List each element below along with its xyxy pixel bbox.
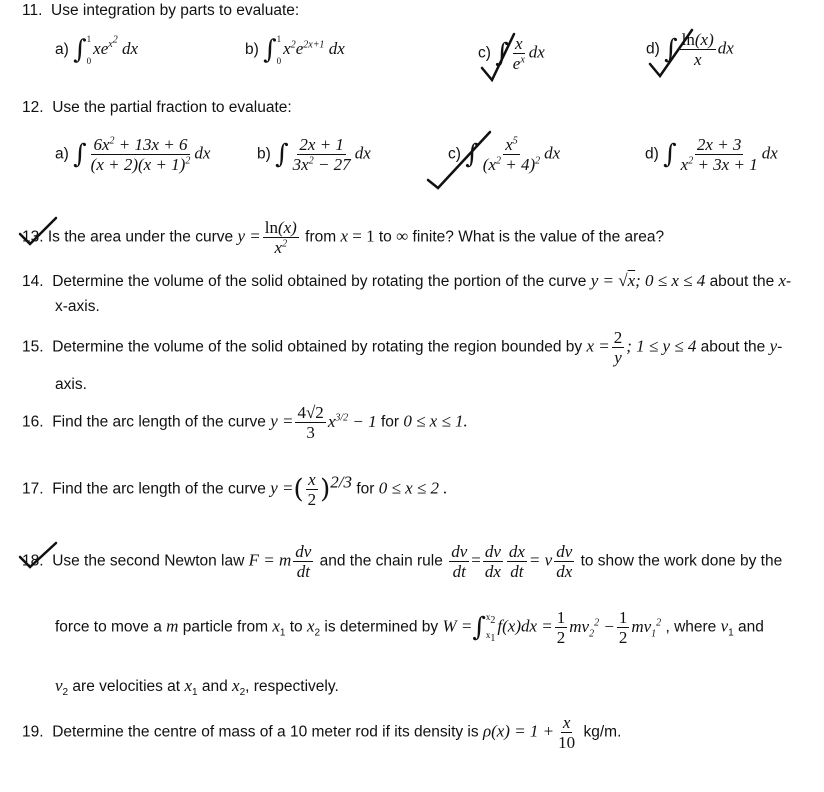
question-19: 19. Determine the centre of mass of a 10 meter rod if its density is ρ(x) = 1 + $\frac{x}{10}$ kg/m. [22, 713, 622, 753]
q12-part-b: b) ∫ $\frac{2x + 1}{3x^2 - 27}$ dx [257, 135, 371, 175]
question-15-continued: axis. [55, 376, 87, 393]
question-13: 13. Is the area under the curve y = $\frac{\ln(x)}{x^2}$ from x = 1 to ∞ finite? What is the value of the area? [22, 218, 665, 258]
question-18-line-3: $v_2$ are velocities at $x_1$ and $x_2$, respectively. [55, 676, 339, 699]
question-11: 11. Use integration by parts to evaluate: [22, 2, 300, 19]
q12-part-a: a) ∫ $\frac{6x^2 + 13x + 6}{(x + 2)(x + 1)^2}$ dx [55, 135, 211, 175]
question-16: 16. Find the arc length of the curve y = $\frac{4√2}{3}$ $x^{3/2} - 1$ for 0 ≤ x ≤ 1. [22, 403, 468, 443]
question-12: 12. Use the partial fraction to evaluate: [22, 99, 292, 116]
q12-part-d: d) ∫ $\frac{2x + 3}{x^2 + 3x + 1}$ dx [645, 135, 778, 175]
question-18: 18. Use the second Newton law F = m $\frac{dv}{dt}$ and the chain rule $\frac{dv}{dt}$ = $\frac{dv}{dx}$ $\frac{dx}{dt}$ = v $\frac{dv}{dx}$ to show the work done by the [22, 542, 783, 582]
q12-part-c: c) ∫ $\frac{x^5}{(x^2 + 4)^2}$ dx [448, 135, 561, 175]
q11-part-c: c) ∫ $\frac{x}{e^x}$ dx [478, 34, 545, 74]
question-11-text: Use integration by parts to evaluate: [51, 2, 300, 19]
question-18-line-2: force to move a m particle from $x_1$ to $x_2$ is determined by W =∫ $x_2$ $x_1$ f(x)dx = $\frac{1}{2}$ $mv_2^2$ − $\frac{1}{2}$ $mv_1^2$ , where $v_1$ and [55, 608, 764, 648]
question-14: 14. Determine the volume of the solid obtained by rotating the portion of the curve y = √x; 0 ≤ x ≤ 4 about the x- [22, 271, 792, 290]
q11-part-b: b) ∫ 1 0 $x^2e^{2x+1}$ dx [245, 34, 345, 66]
question-14-continued: x-axis. [55, 298, 100, 315]
q11-part-d: d) ∫ $\frac{\ln(x)}{x}$ dx [646, 30, 734, 70]
q11-part-a: a) ∫ 1 0 $xe^{x^2}$ dx [55, 34, 138, 66]
question-15: 15. Determine the volume of the solid obtained by rotating the region bounded by x = $\frac{2}{y}$ ; 1 ≤ y ≤ 4 about the y- [22, 328, 783, 368]
question-12-text: Use the partial fraction to evaluate: [52, 99, 292, 116]
question-17: 17. Find the arc length of the curve y =( $\frac{x}{2}$ )$^{2/3}$ for 0 ≤ x ≤ 2 . [22, 470, 448, 510]
